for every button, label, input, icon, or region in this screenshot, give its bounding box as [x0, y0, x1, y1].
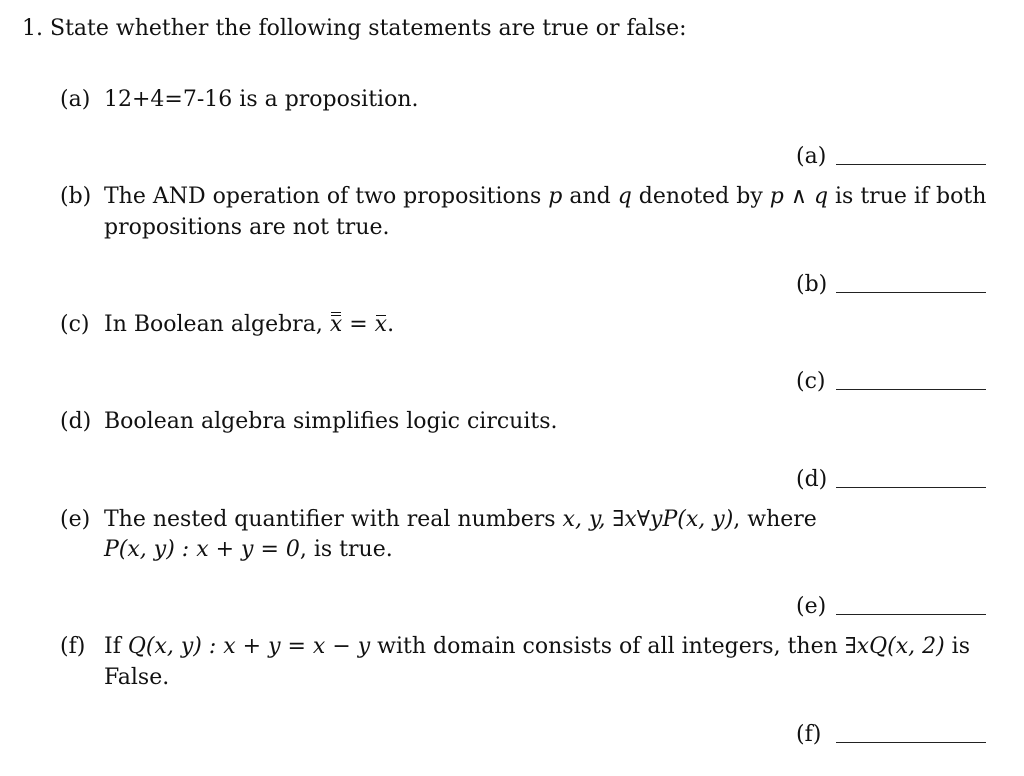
item-b-text-part: denoted by — [631, 184, 770, 209]
answer-line-d[interactable] — [836, 487, 986, 488]
item-b-text-part: is true if both — [828, 184, 987, 209]
item-c-text-part: In Boolean algebra, — [104, 312, 330, 337]
var-p: p — [548, 184, 563, 209]
equals: = — [342, 312, 375, 337]
item-f-text-part: is — [944, 634, 971, 659]
answer-line-a[interactable] — [836, 164, 986, 165]
item-c-label: (c) — [60, 312, 90, 337]
item-b-text-line2: propositions are not true. — [104, 215, 390, 240]
item-b-text-part: The AND operation of two propositions — [104, 184, 549, 209]
item-e-text-part: The nested quantifier with real numbers — [104, 507, 563, 532]
item-b-text — [104, 184, 986, 209]
item-e-text-part: , where — [733, 507, 817, 532]
predicate-q-expr: Q(x, y) : x + y = x − y — [127, 634, 371, 659]
item-d-text: Boolean algebra simplifies logic circuits. — [104, 409, 558, 434]
answer-label-b: (b) — [796, 272, 828, 297]
answer-blank-e[interactable] — [796, 594, 986, 624]
exists-expr: ∃xQ(x, 2) — [844, 634, 945, 659]
item-c-text — [104, 312, 394, 337]
item-e-label: (e) — [60, 507, 91, 532]
item-f-text-part: If — [104, 634, 128, 659]
question-prompt: State whether the following statements are true or false: — [50, 16, 687, 41]
period: . — [387, 312, 395, 337]
item-f-text-part: with domain consists of all integers, then — [370, 634, 845, 659]
item-a-text: 12+4=7-16 is a proposition. — [104, 87, 419, 112]
answer-line-e[interactable] — [836, 614, 986, 615]
question-header — [22, 16, 687, 41]
item-a-label: (a) — [60, 87, 91, 112]
item-e-text-part: , is true. — [299, 537, 393, 562]
answer-blank-b[interactable] — [796, 272, 986, 302]
answer-line-b[interactable] — [836, 292, 986, 293]
answer-blank-f[interactable] — [796, 722, 986, 752]
answer-blank-a[interactable] — [796, 144, 986, 174]
answer-blank-c[interactable] — [796, 369, 986, 399]
answer-label-a: (a) — [796, 144, 827, 169]
question-number: 1. — [22, 16, 43, 41]
item-d-label: (d) — [60, 409, 92, 434]
item-b-label: (b) — [60, 184, 92, 209]
item-b-text-part: and — [562, 184, 618, 209]
bar-x: x — [374, 312, 388, 337]
item-f-label: (f) — [60, 634, 86, 659]
answer-line-f[interactable] — [836, 742, 986, 743]
var-q: q — [617, 184, 632, 209]
answer-blank-d[interactable] — [796, 467, 986, 497]
quantifier-expr: x, y, ∃x∀yP(x, y) — [562, 507, 734, 532]
item-f-text-line2: False. — [104, 665, 170, 690]
item-e-text-line2 — [104, 537, 393, 562]
answer-label-f: (f) — [796, 722, 822, 747]
item-e-text — [104, 507, 817, 532]
predicate-expr: P(x, y) : x + y = 0 — [104, 537, 300, 562]
answer-label-d: (d) — [796, 467, 828, 492]
answer-label-e: (e) — [796, 594, 827, 619]
double-bar-x: x — [329, 312, 343, 337]
answer-line-c[interactable] — [836, 389, 986, 390]
expr-p-and-q: p ∧ q — [769, 184, 829, 209]
item-f-text — [104, 634, 970, 659]
answer-label-c: (c) — [796, 369, 826, 394]
